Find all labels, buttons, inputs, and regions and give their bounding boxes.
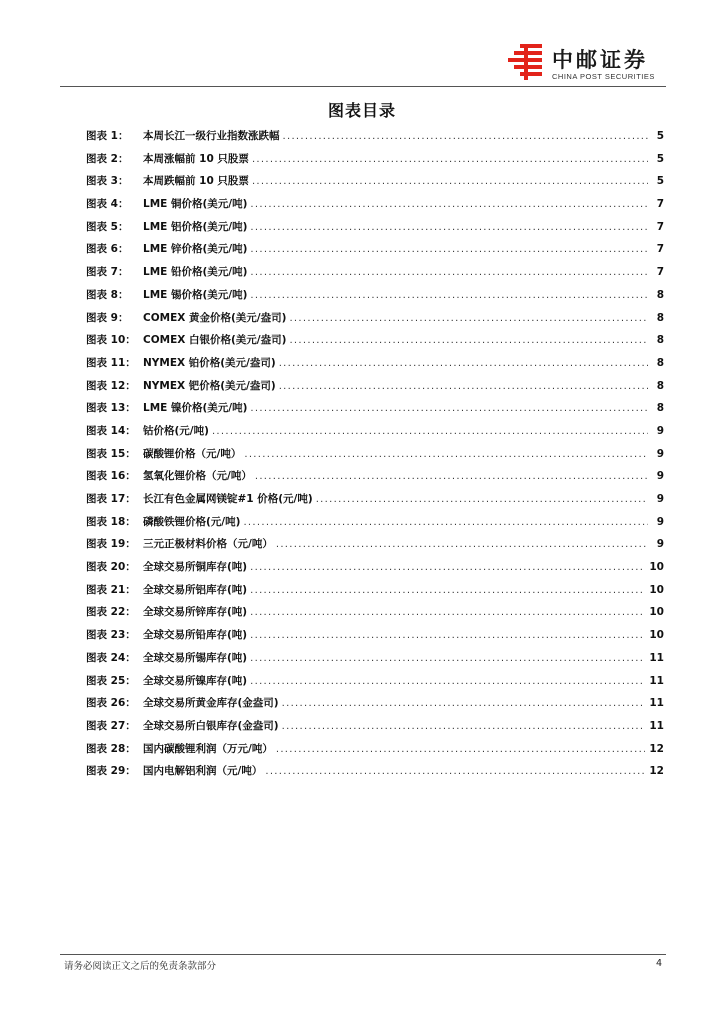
toc-entry-title[interactable]: 本周长江一级行业指数涨跌幅 <box>143 130 280 142</box>
toc-dot-leader <box>250 267 648 278</box>
toc-entry[interactable] <box>86 650 664 673</box>
footer-page-number: 4 <box>655 958 662 969</box>
toc-dot-leader <box>279 358 648 369</box>
toc-entry-label: 图表 17： <box>86 493 136 505</box>
toc-dot-leader <box>289 313 648 324</box>
toc-entry[interactable] <box>86 446 664 469</box>
toc-entry-label: 图表 19： <box>86 538 136 551</box>
toc-entry-page-number[interactable]: 11 <box>649 697 664 710</box>
toc-entry[interactable] <box>86 604 664 627</box>
toc-dot-leader <box>212 426 648 437</box>
toc-entry[interactable] <box>86 151 664 174</box>
toc-entry[interactable] <box>86 196 664 219</box>
toc-entry-label: 图表 29： <box>86 765 136 778</box>
toc-entry-label: 图表 3： <box>86 175 129 188</box>
toc-entry-label: 图表 5： <box>86 220 129 233</box>
toc-entry[interactable] <box>86 695 664 718</box>
toc-entry-label: 图表 25： <box>86 674 136 687</box>
toc-entry-title[interactable]: 碳酸锂价格（元/吨） <box>143 447 242 460</box>
toc-dot-leader <box>276 744 646 755</box>
toc-entry-page-number[interactable]: 11 <box>649 651 664 664</box>
toc-entry-page-number[interactable]: 8 <box>656 311 664 324</box>
company-logo <box>506 42 666 86</box>
toc-entry-page-number[interactable]: 10 <box>649 606 664 619</box>
toc-entry-title[interactable]: 全球交易所锡库存(吨) <box>143 651 248 664</box>
toc-entry-label: 图表 9： <box>86 311 129 324</box>
toc-entry-page-number[interactable]: 11 <box>649 674 664 687</box>
toc-entry[interactable] <box>86 332 664 355</box>
toc-entry-label: 图表 21： <box>86 583 136 596</box>
toc-entry-page-number[interactable]: 7 <box>656 198 664 211</box>
toc-dot-leader <box>250 607 645 618</box>
toc-entry-page-number[interactable]: 5 <box>656 130 664 142</box>
toc-entry-title[interactable]: 全球交易所镍库存(吨) <box>143 674 248 687</box>
toc-entry-title[interactable]: LME 铜价格(美元/吨) <box>143 198 248 211</box>
toc-entry[interactable] <box>86 287 664 310</box>
header-divider <box>60 86 666 87</box>
toc-entry-title[interactable]: 全球交易所铅库存(吨) <box>143 629 248 642</box>
toc-entry-page-number[interactable]: 10 <box>649 629 664 642</box>
toc-dot-leader <box>250 244 648 255</box>
toc-entry-title[interactable]: LME 铅价格(美元/吨) <box>143 266 248 279</box>
toc-entry[interactable] <box>86 400 664 423</box>
toc-entry[interactable] <box>86 219 664 242</box>
toc-entry-label: 图表 23： <box>86 629 136 642</box>
toc-dot-leader <box>250 222 648 233</box>
toc-entry-page-number[interactable]: 9 <box>656 470 664 483</box>
logo-chinese-name: 中邮证券 <box>552 48 648 72</box>
toc-entry-title[interactable]: 三元正极材料价格（元/吨） <box>143 538 273 551</box>
toc-entry-label: 图表 11： <box>86 356 136 369</box>
toc-entry-label: 图表 7： <box>86 266 129 279</box>
toc-entry[interactable] <box>86 514 664 537</box>
toc-entry-page-number[interactable]: 9 <box>656 447 664 460</box>
toc-entry-label: 图表 4： <box>86 198 129 211</box>
toc-dot-leader <box>265 766 645 777</box>
toc-entry-page-number[interactable]: 8 <box>656 402 664 415</box>
toc-dot-leader <box>279 381 648 392</box>
toc-entry-label: 图表 13： <box>86 402 136 415</box>
toc-entry[interactable] <box>86 423 664 446</box>
toc-entry-title[interactable]: LME 锡价格(美元/吨) <box>143 288 248 301</box>
toc-entry[interactable] <box>86 355 664 378</box>
toc-entry[interactable] <box>86 741 664 764</box>
toc-dot-leader <box>276 539 648 550</box>
toc-entry-page-number[interactable]: 10 <box>649 583 664 596</box>
toc-entry[interactable] <box>86 582 664 605</box>
toc-dot-leader <box>250 676 645 687</box>
toc-entry-page-number[interactable]: 11 <box>649 719 664 732</box>
toc-entry[interactable] <box>86 763 664 786</box>
toc-entry-page-number[interactable]: 7 <box>656 266 664 279</box>
toc-entry-title[interactable]: NYMEX 铂价格(美元/盎司) <box>143 356 276 369</box>
toc-dot-leader <box>250 199 648 210</box>
toc-entry-title[interactable]: LME 锌价格(美元/吨) <box>143 243 248 256</box>
footer-divider <box>60 954 666 955</box>
toc-entry[interactable] <box>86 673 664 696</box>
toc-entry[interactable] <box>86 468 664 491</box>
toc-entry-title[interactable]: 国内碳酸锂利润（万元/吨） <box>143 742 273 755</box>
toc-entry-title[interactable]: 钴价格(元/吨) <box>143 424 209 437</box>
toc-entry-page-number[interactable]: 8 <box>656 379 664 392</box>
toc-entry-label: 图表 6： <box>86 243 129 256</box>
toc-entry-label: 图表 1： <box>86 130 129 142</box>
china-post-logo-icon <box>506 42 546 82</box>
toc-entry-label: 图表 26： <box>86 697 136 710</box>
toc-dot-leader <box>255 471 648 482</box>
toc-entry-title[interactable]: 长江有色金属网镁锭#1 价格(元/吨) <box>143 493 313 505</box>
toc-entry[interactable] <box>86 491 664 514</box>
toc-entry-title[interactable]: 全球交易所黄金库存(金盎司) <box>143 697 279 710</box>
toc-entry-page-number[interactable]: 5 <box>656 152 664 165</box>
toc-entry-page-number[interactable]: 8 <box>656 356 664 369</box>
toc-entry-page-number[interactable]: 9 <box>656 424 664 437</box>
toc-entry-title[interactable]: 国内电解铝利润（元/吨） <box>143 765 263 778</box>
toc-entry-label: 图表 12： <box>86 379 136 392</box>
toc-entry-label: 图表 24： <box>86 651 136 664</box>
toc-entry[interactable] <box>86 536 664 559</box>
toc-entry[interactable] <box>86 241 664 264</box>
toc-dot-leader <box>250 630 645 641</box>
toc-dot-leader <box>250 290 648 301</box>
toc-entry-title[interactable]: 全球交易所铜库存(吨) <box>143 561 248 574</box>
logo-english-name: CHINA POST SECURITIES <box>552 72 655 81</box>
toc-entry-title[interactable]: NYMEX 钯价格(美元/盎司) <box>143 379 276 392</box>
toc-entry-label: 图表 10： <box>86 334 136 347</box>
toc-title: 图表目录 <box>327 101 396 120</box>
toc-entry-page-number[interactable]: 12 <box>649 765 664 778</box>
toc-entry-page-number[interactable]: 9 <box>656 515 664 528</box>
page-header <box>60 28 666 86</box>
toc-entry-page-number[interactable]: 10 <box>649 561 664 574</box>
toc-dot-leader <box>252 154 648 165</box>
toc-entry-label: 图表 22： <box>86 606 136 619</box>
toc-entry[interactable] <box>86 378 664 401</box>
toc-entry-title[interactable]: 全球交易所铝库存(吨) <box>143 583 248 596</box>
toc-entry-label: 图表 16： <box>86 470 136 483</box>
toc-entry[interactable] <box>86 173 664 196</box>
toc-dot-leader <box>243 517 648 528</box>
toc-dot-leader <box>252 176 648 187</box>
toc-entry-page-number[interactable]: 9 <box>656 493 664 505</box>
toc-dot-leader <box>250 585 645 596</box>
footer-disclaimer-note: 请务必阅读正文之后的免责条款部分 <box>64 961 217 972</box>
toc-entry-page-number[interactable]: 5 <box>656 175 664 188</box>
toc-entry-title[interactable]: LME 镍价格(美元/吨) <box>143 402 248 415</box>
toc-entry[interactable] <box>86 627 664 650</box>
toc-dot-leader <box>283 131 649 142</box>
toc-dot-leader <box>316 494 648 505</box>
toc-entry-label: 图表 8： <box>86 288 129 301</box>
toc-entry-label: 图表 20： <box>86 561 136 574</box>
toc-entry-label: 图表 27： <box>86 719 136 732</box>
toc-dot-leader <box>282 698 646 709</box>
toc-entry[interactable] <box>86 310 664 333</box>
toc-entry[interactable] <box>86 128 664 151</box>
toc-entry-title[interactable]: 全球交易所锌库存(吨) <box>143 606 248 619</box>
toc-entry-page-number[interactable]: 12 <box>649 742 664 755</box>
toc-entry-title[interactable]: 本周跌幅前 10 只股票 <box>143 175 249 188</box>
toc-entry-label: 图表 15： <box>86 447 136 460</box>
toc-list <box>86 128 664 786</box>
toc-entry-title[interactable]: 氢氧化锂价格（元/吨） <box>143 470 252 483</box>
toc-entry-label: 图表 2： <box>86 152 129 165</box>
toc-entry-title[interactable]: LME 铝价格(美元/吨) <box>143 220 248 233</box>
toc-entry-title[interactable]: 本周涨幅前 10 只股票 <box>143 152 249 165</box>
toc-entry-title[interactable]: 全球交易所白银库存(金盎司) <box>143 719 279 732</box>
toc-entry-title[interactable]: 磷酸铁锂价格(元/吨) <box>143 515 241 528</box>
toc-entry[interactable] <box>86 718 664 741</box>
toc-entry-label: 图表 28： <box>86 742 136 755</box>
toc-dot-leader <box>250 403 648 414</box>
toc-dot-leader <box>250 562 645 573</box>
toc-entry-title[interactable]: COMEX 白银价格(美元/盎司) <box>143 334 287 347</box>
toc-dot-leader <box>244 449 648 460</box>
toc-entry-page-number[interactable]: 7 <box>656 220 664 233</box>
toc-entry-page-number[interactable]: 7 <box>656 243 664 256</box>
toc-entry-page-number[interactable]: 8 <box>656 288 664 301</box>
toc-entry-label: 图表 14： <box>86 424 136 437</box>
toc-dot-leader <box>282 721 646 732</box>
toc-entry-page-number[interactable]: 9 <box>656 538 664 551</box>
toc-entry-page-number[interactable]: 8 <box>656 334 664 347</box>
toc-dot-leader <box>289 335 648 346</box>
toc-entry-label: 图表 18： <box>86 515 136 528</box>
toc-entry[interactable] <box>86 264 664 287</box>
toc-dot-leader <box>250 653 645 664</box>
toc-entry-title[interactable]: COMEX 黄金价格(美元/盎司) <box>143 311 287 324</box>
toc-entry[interactable] <box>86 559 664 582</box>
